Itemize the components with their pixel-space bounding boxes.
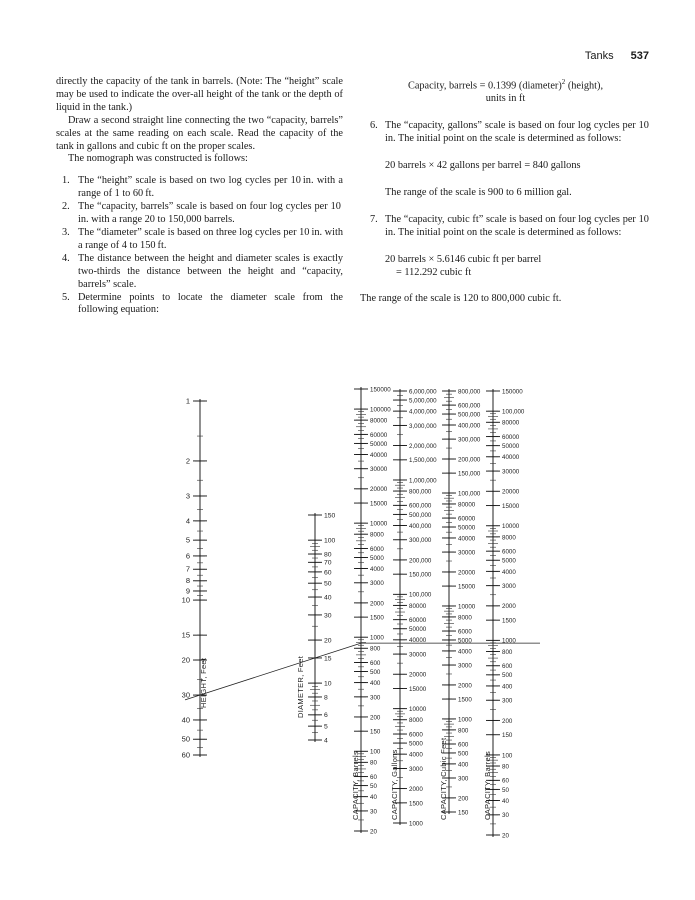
cubic-calculation-1: 20 barrels × 5.6146 cubic ft per barrel: [385, 253, 542, 265]
tick-label: 3000: [409, 765, 423, 773]
tick-label: 1500: [458, 696, 472, 704]
tick-label: 200: [458, 795, 469, 803]
tick-label: 4: [185, 516, 190, 526]
tick-label: 15: [324, 655, 332, 663]
tick-label: 40: [324, 594, 332, 602]
step-1: 1. The “height” scale is based on two log cycles per 10 in. with a range of 1 to 60 ft.: [62, 175, 343, 200]
tick-label: 4: [324, 737, 328, 745]
tick-label: 8000: [370, 531, 384, 539]
cubic-range: The range of the scale is 120 to 800,000 cubic ft.: [360, 293, 562, 305]
tick-label: 50000: [502, 443, 520, 451]
tick-label: 5000: [502, 557, 516, 565]
tick-label: 15000: [458, 583, 476, 591]
tick-label: 150,000: [458, 470, 481, 478]
tick-label: 200,000: [409, 557, 432, 565]
tick-label: 6,000,000: [409, 388, 437, 396]
tick-label: 20: [324, 637, 332, 645]
tick-label: 8: [324, 694, 328, 702]
tick-label: 40000: [458, 535, 476, 543]
equation-units: units in ft: [485, 93, 526, 105]
tick-label: 40000: [409, 637, 427, 645]
tick-label: 400,000: [458, 422, 481, 430]
tick-label: 9: [185, 586, 190, 596]
step-5: 5. Determine points to locate the diameter scale from the following equation:: [62, 291, 343, 316]
tick-label: 3000: [502, 583, 516, 591]
tick-label: 400,000: [409, 522, 432, 530]
tick-label: 80: [324, 551, 332, 559]
tick-label: 1: [185, 396, 190, 406]
step-3: 3. The “diameter” scale is based on three log cycles per 10 in. with a range of 4 to 150 ft.: [62, 226, 343, 251]
tick-label: 50000: [370, 440, 388, 448]
tick-label: 60000: [409, 617, 427, 625]
tick-label: 8000: [458, 614, 472, 622]
tick-label: 20000: [458, 569, 476, 577]
tick-label: 4000: [458, 648, 472, 656]
tick-label: 1000: [409, 820, 423, 828]
tick-label: 500: [502, 672, 513, 680]
tick-label: 50: [324, 580, 332, 588]
tick-label: 3: [185, 491, 190, 501]
tick-label: 5000: [409, 740, 423, 748]
tick-label: 1500: [370, 614, 384, 622]
tick-label: 7: [185, 564, 190, 574]
tick-label: 20: [181, 655, 190, 665]
tick-label: 300,000: [458, 436, 481, 444]
tick-label: 10000: [502, 523, 520, 531]
tick-label: 30000: [409, 651, 427, 659]
tick-label: 100: [370, 748, 381, 756]
tick-label: 20000: [409, 671, 427, 679]
tick-label: 50: [370, 783, 377, 791]
tick-label: 500: [458, 750, 469, 758]
tick-label: 60: [502, 777, 509, 785]
tick-label: 500: [370, 668, 381, 676]
tick-label: 3000: [370, 580, 384, 588]
tick-label: 6000: [409, 731, 423, 739]
tick-label: 8000: [409, 717, 423, 725]
tick-label: 60000: [502, 433, 520, 441]
tick-label: 8: [185, 576, 190, 586]
tick-label: 20: [370, 828, 377, 836]
tick-label: 30: [181, 690, 190, 700]
tick-label: 300,000: [409, 537, 432, 545]
cubic-calculation-2: = 112.292 cubic ft: [396, 266, 472, 278]
tick-label: 20: [502, 832, 509, 840]
scale-title: CAPACITY, Barrels: [483, 750, 492, 820]
tick-label: 80: [370, 759, 377, 767]
tick-label: 400: [370, 680, 381, 688]
tick-label: 2: [185, 456, 190, 466]
tick-label: 10: [324, 680, 332, 688]
tick-label: 80: [502, 763, 509, 771]
tick-label: 600: [370, 659, 381, 667]
tick-label: 1000: [458, 716, 472, 724]
page-number: 537: [630, 50, 649, 62]
scale-title: DIAMETER, Feet: [296, 655, 305, 718]
tick-label: 500,000: [458, 411, 481, 419]
tick-label: 30000: [502, 468, 520, 476]
tick-label: 40: [370, 794, 377, 802]
tick-label: 30: [370, 808, 377, 816]
tick-label: 150: [370, 728, 381, 736]
tick-label: 6000: [370, 545, 384, 553]
tick-label: 5: [185, 535, 190, 545]
tick-label: 40000: [370, 451, 388, 459]
tick-label: 150: [502, 732, 513, 740]
tick-label: 100000: [370, 406, 391, 414]
scale-title: CAPACITY, Cubic Feet: [439, 737, 448, 820]
tick-label: 6000: [502, 548, 516, 556]
tick-label: 150: [458, 809, 469, 817]
section-title: Tanks: [584, 50, 614, 62]
tick-label: 1,000,000: [409, 477, 437, 485]
tick-label: 5: [324, 723, 328, 731]
gallons-range: The range of the scale is 900 to 6 million gal.: [385, 186, 572, 198]
tick-label: 30: [324, 612, 332, 620]
capacity-equation: Capacity, barrels = 0.1399 (diameter)$^2$ (height),: [407, 78, 604, 92]
tick-label: 1500: [502, 617, 516, 625]
tick-label: 2000: [458, 682, 472, 690]
tick-label: 15000: [502, 502, 520, 510]
tick-label: 40: [502, 797, 509, 805]
scale-title: CAPACITY, Gallons: [390, 749, 399, 820]
paragraph-3: The nomograph was constructed is follows:: [68, 153, 248, 165]
tick-label: 3,000,000: [409, 422, 437, 430]
tick-label: 60000: [458, 515, 476, 523]
gallons-calculation: 20 barrels × 42 gallons per barrel = 840 gallons: [385, 160, 581, 172]
tick-label: 50: [502, 786, 509, 794]
tick-label: 400: [502, 683, 513, 691]
tick-label: 2000: [370, 600, 384, 608]
tick-label: 200: [370, 714, 381, 722]
tick-label: 6: [185, 551, 190, 561]
tick-label: 200,000: [458, 456, 481, 464]
tick-label: 50000: [458, 524, 476, 532]
tick-label: 10000: [458, 603, 476, 611]
tick-label: 100,000: [502, 408, 525, 416]
tick-label: 4000: [370, 565, 384, 573]
tick-label: 6: [324, 712, 328, 720]
paragraph-1: directly the capacity of the tank in barrels. (Note: The “height” scale may be used to indicate the over-all height of the tank or the depth of liquid in the tank.): [56, 76, 343, 113]
tick-label: 100,000: [409, 591, 432, 599]
tick-label: 300: [458, 775, 469, 783]
tick-label: 30000: [458, 549, 476, 557]
tick-label: 50: [181, 734, 190, 744]
step-2: 2. The “capacity, barrels” scale is based on four log cycles per 10 in. with a range 20 to 150,000 barrels.: [62, 201, 343, 226]
tick-label: 150,000: [409, 571, 432, 579]
tick-label: 200: [502, 717, 513, 725]
tick-label: 600: [502, 663, 513, 671]
tick-label: 15: [181, 630, 190, 640]
tick-label: 4000: [502, 568, 516, 576]
tick-label: 1500: [409, 800, 423, 808]
tick-label: 150000: [370, 386, 391, 394]
tick-label: 15000: [409, 685, 427, 693]
tick-label: 80000: [409, 602, 427, 610]
tick-label: 300: [502, 697, 513, 705]
tick-label: 100: [502, 752, 513, 760]
tick-label: 5,000,000: [409, 397, 437, 405]
tick-label: 40000: [502, 454, 520, 462]
tick-label: 150: [324, 512, 336, 520]
item-7: 7. The “capacity, cubic ft” scale is based on four log cycles per 10 in. The initial point on the scale is determined as follows:: [370, 213, 651, 238]
tick-label: 4,000,000: [409, 408, 437, 416]
tick-label: 600,000: [458, 402, 481, 410]
tick-label: 6000: [458, 628, 472, 636]
tick-label: 800,000: [458, 388, 481, 396]
item-6: 6. The “capacity, gallons” scale is based on four log cycles per 10 in. The initial point on the scale is determined as follows:: [370, 120, 651, 145]
tick-label: 2,000,000: [409, 442, 437, 450]
tick-label: 800,000: [409, 488, 432, 496]
tick-label: 10000: [370, 520, 388, 528]
tick-label: 5000: [370, 554, 384, 562]
tick-label: 8000: [502, 534, 516, 542]
tick-label: 600: [458, 741, 469, 749]
tick-label: 300: [370, 694, 381, 702]
tick-label: 60: [181, 750, 190, 760]
tick-label: 1000: [502, 637, 516, 645]
tick-label: 2000: [409, 785, 423, 793]
scale-title: HEIGHT, Feet: [199, 657, 208, 708]
tick-label: 60: [370, 773, 377, 781]
tick-label: 3000: [458, 662, 472, 670]
tick-label: 80000: [458, 501, 476, 509]
paragraph-2: Draw a second straight line connecting the two “capacity, barrels” scales at the same reading on each scale. Read the capacity of the tank in gallons and cubic ft on the proper scales.: [56, 114, 343, 152]
tick-label: 40: [181, 715, 190, 725]
tick-label: 60: [324, 569, 332, 577]
tick-label: 800: [370, 645, 381, 653]
tick-label: 100,000: [458, 490, 481, 498]
tick-label: 50000: [409, 626, 427, 634]
scale-title: CAPACITY, Barrels: [351, 750, 360, 820]
tick-label: 5000: [458, 637, 472, 645]
tick-label: 30: [502, 812, 509, 820]
tick-label: 60000: [370, 431, 388, 439]
tick-label: 150000: [502, 388, 523, 396]
tick-label: 400: [458, 761, 469, 769]
tick-label: 80000: [502, 419, 520, 427]
tick-label: 1,500,000: [409, 457, 437, 465]
tick-label: 2000: [502, 603, 516, 611]
tick-label: 10: [181, 595, 190, 605]
tick-label: 500,000: [409, 511, 432, 519]
tick-label: 20000: [502, 488, 520, 496]
example-line-height-diameter: [185, 643, 361, 700]
tick-label: 800: [502, 648, 513, 656]
tick-label: 1000: [370, 634, 384, 642]
tick-label: 10000: [409, 706, 427, 714]
tick-label: 15000: [370, 500, 388, 508]
tick-label: 100: [324, 537, 336, 545]
tick-label: 70: [324, 559, 332, 567]
tick-label: 20000: [370, 486, 388, 494]
tick-label: 600,000: [409, 502, 432, 510]
tick-label: 30000: [370, 466, 388, 474]
tick-label: 800: [458, 727, 469, 735]
step-4: 4. The distance between the height and diameter scales is exactly two-thirds the distance between the height and “capacity, barrels” scale.: [62, 252, 343, 290]
tick-label: 4000: [409, 751, 423, 759]
tick-label: 80000: [370, 417, 388, 425]
